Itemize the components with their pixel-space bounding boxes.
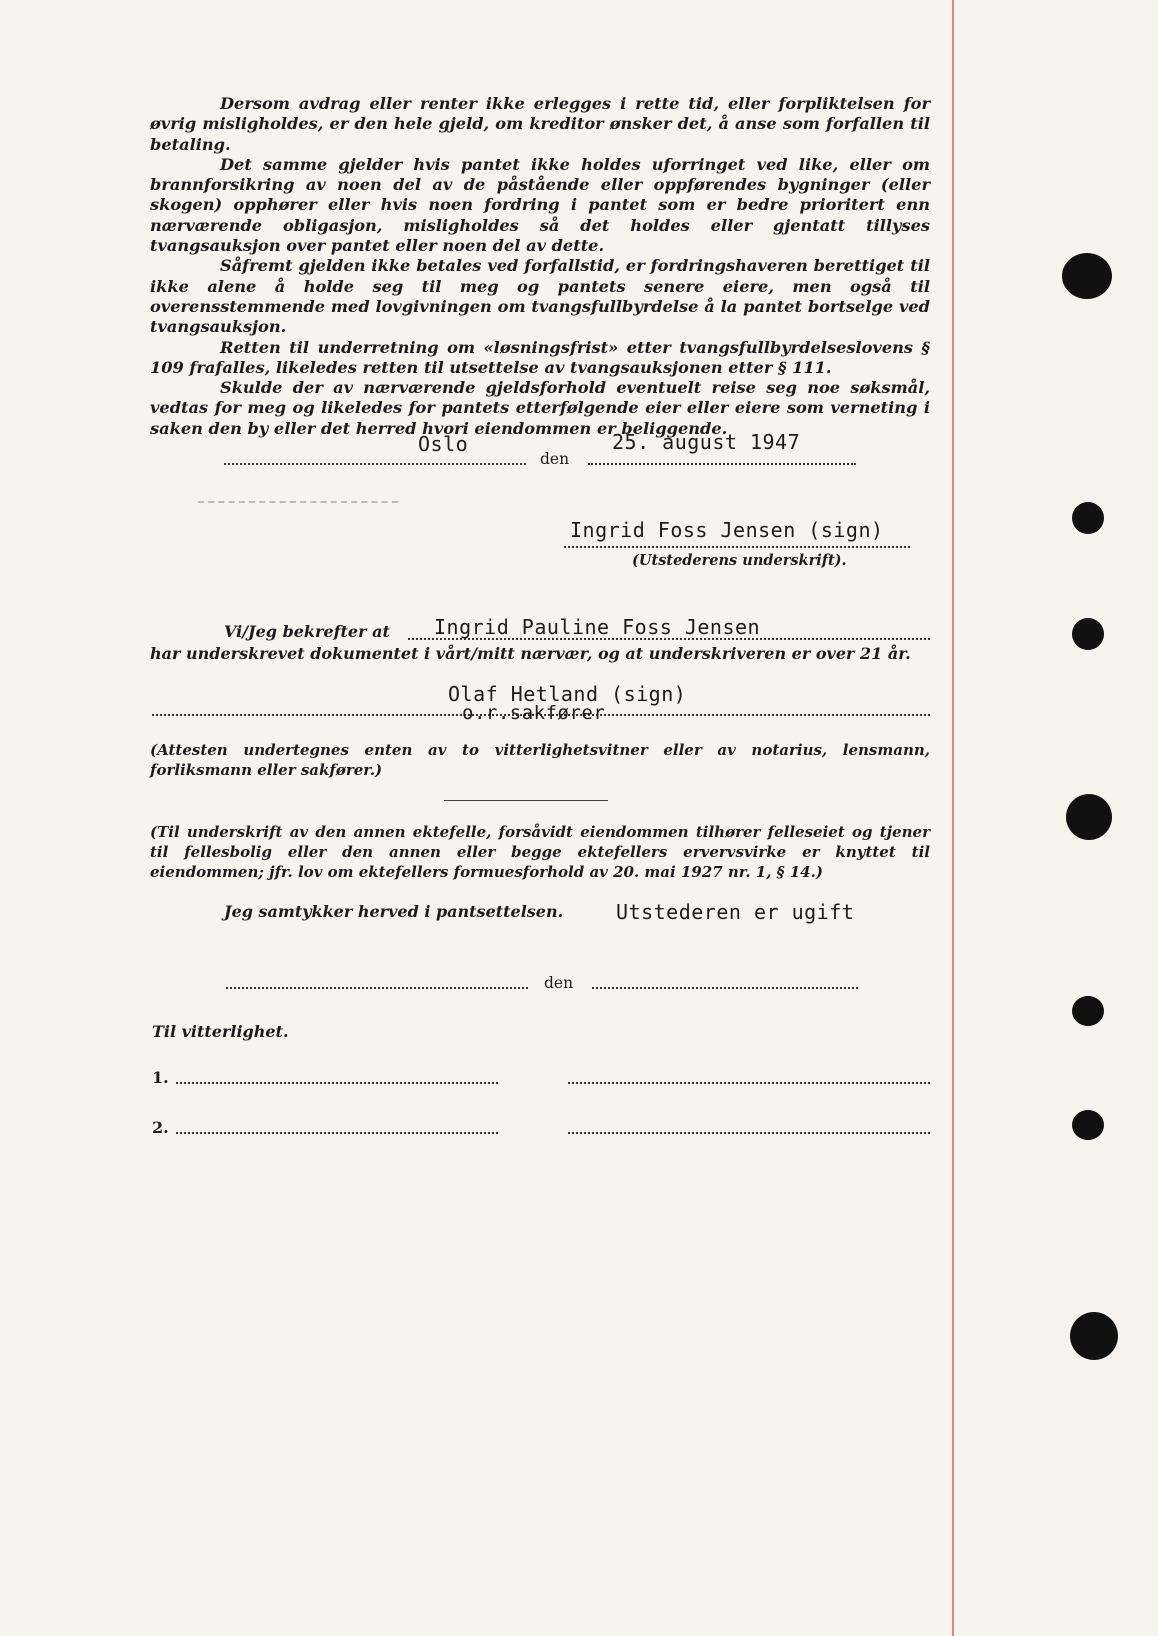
confirm-dotted-line (408, 638, 930, 640)
signature-caption: (Utstederens underskrift). (632, 552, 847, 569)
date-field: 25. august 1947 (612, 430, 801, 454)
witness2-address-line (568, 1132, 930, 1134)
witness1-name-line (176, 1082, 498, 1084)
place-dotted-line (224, 463, 526, 465)
consent-typed-field: Utstederen er ugift (616, 900, 855, 924)
witness-title-field: o.r.sakfører (462, 702, 606, 724)
den-label-2: den (544, 974, 574, 992)
paragraph: Skulde der av nærværende gjeldsforhold eventuelt reise seg noe søksmål, vedtas for meg og likeledes for pantets etterfølgende eier eller eiere som verneting i saken den by eller det herred hvori eiendommen er beliggende. (150, 378, 930, 438)
dashed-rule (198, 501, 398, 503)
date-dotted-line (588, 463, 856, 465)
witness2-name-line (176, 1132, 498, 1134)
den-label: den (540, 450, 570, 468)
punch-hole (1066, 794, 1112, 840)
terms-text (150, 94, 930, 439)
consent-place-dotted-line (226, 987, 528, 989)
place-field: Oslo (418, 432, 469, 456)
signature-dotted-line (564, 546, 910, 548)
consent-date-dotted-line (592, 987, 858, 989)
paragraph: Såfremt gjelden ikke betales ved forfallstid, er fordringshaveren berettiget til ikke alene å holde seg til meg og pantets senere eiere, men også til overensstemmende med lovgivningen om tvangsfullbyrdelse å la pantet bortselge ved tvangsauksjon. (150, 256, 930, 337)
paragraph: Det samme gjelder hvis pantet ikke holdes uforringet ved like, eller om brannforsikring av noen del av de påstående eller oppførendes bygninger (eller skogen) opphører eller hvis noen fordring i pantet som er bedre prioritert enn nærværende obligasjon, misligholdes så det holdes eller gjentatt tillyses tvangsauksjon over pantet eller noen del av dette. (150, 154, 930, 256)
separator-rule (444, 800, 608, 801)
punch-hole (1070, 1312, 1118, 1360)
paragraph: Retten til underretning om «løsningsfrist» etter tvangsfullbyrdelseslovens § 109 frafalles, likeledes retten til utsettelse av tvangsauksjonen etter § 111. (150, 337, 930, 377)
spouse-note: (Til underskrift av den annen ektefelle, forsåvidt eiendommen tilhører felleseiet og tjener til fellesbolig eller den annen eller begge ektefellers ervervsvirke er knyttet til eiendommen; jfr. lov om ektefellers formuesforhold av 20. mai 1927 nr. 1, § 14.) (150, 823, 930, 881)
punch-hole (1072, 996, 1104, 1026)
witness-number: 2. (152, 1118, 169, 1137)
witness-heading: Til vitterlighet. (152, 1022, 289, 1041)
confirm-name-field: Ingrid Pauline Foss Jensen (434, 615, 761, 639)
punch-hole (1062, 253, 1112, 299)
paragraph: Dersom avdrag eller renter ikke erlegges i rette tid, eller forpliktelsen for øvrig misligholdes, er den hele gjeld, om kreditor ønsker det, å anse som forfallen til betaling. (150, 94, 930, 154)
witness1-address-line (568, 1082, 930, 1084)
signature-field: Ingrid Foss Jensen (sign) (570, 518, 884, 542)
witness-number: 1. (152, 1068, 169, 1087)
attest-note: (Attesten undertegnes enten av to vitterlighetsvitner eller av notarius, lensmann, forliksmann eller sakfører.) (150, 741, 930, 779)
punch-hole (1072, 1110, 1104, 1140)
consent-text: Jeg samtykker herved i pantsettelsen. (224, 902, 564, 921)
margin-line (952, 0, 954, 1636)
punch-hole (1072, 502, 1104, 534)
witness-name-field: Olaf Hetland (sign) (448, 682, 687, 706)
confirm-line2: har underskrevet dokumentet i vårt/mitt nærvær, og at underskriveren er over 21 år. (150, 644, 911, 663)
punch-hole (1072, 618, 1104, 650)
confirm-prefix: Vi/Jeg bekrefter at (224, 622, 390, 641)
